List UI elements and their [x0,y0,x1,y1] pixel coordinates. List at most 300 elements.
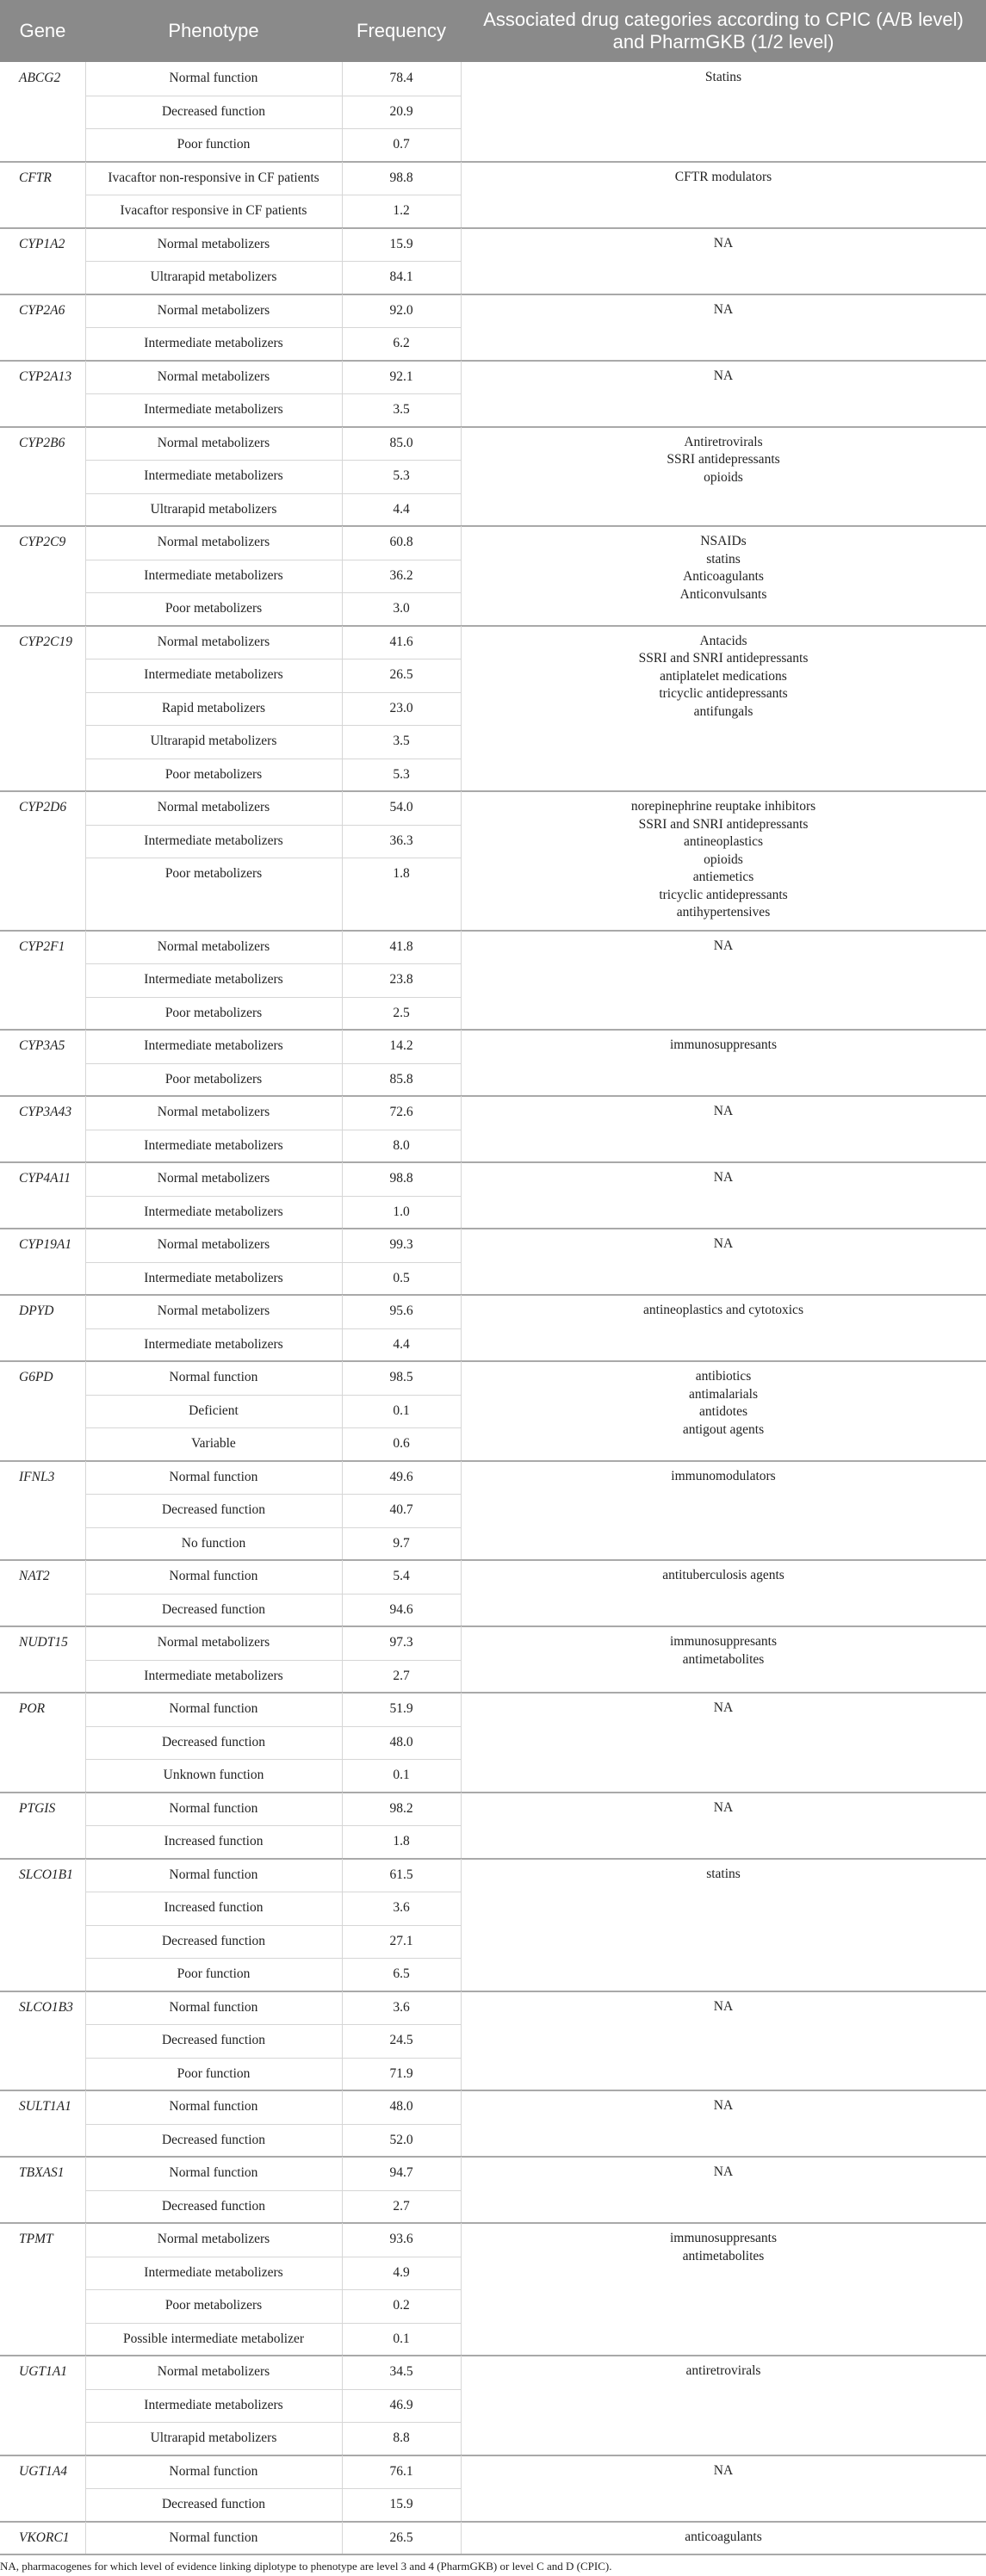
gene-name: VKORC1 [19,2530,70,2545]
frequency-cell: 94.6 [389,1601,413,1617]
phenotype-cell: Poor metabolizers [164,601,263,616]
gene-name: UGT1A4 [19,2463,67,2479]
column-divider [342,526,343,626]
column-divider [342,1793,343,1859]
column-divider [85,1295,86,1361]
row-divider [85,1494,461,1495]
frequency-cell: 5.3 [393,766,410,782]
column-divider [461,1793,462,1859]
frequency-cell: 97.3 [389,1635,413,1650]
frequency-cell: 26.5 [389,2530,413,2545]
column-divider [342,2455,343,2522]
row-divider [85,2323,461,2324]
column-divider [85,626,86,792]
column-divider [85,791,86,931]
column-divider [461,2090,462,2157]
group-divider [0,2554,986,2555]
gene-name: NUDT15 [19,1635,68,1650]
column-divider [461,2157,462,2223]
column-divider [461,361,462,427]
phenotype-cell: Normal metabolizers [157,435,270,450]
row-divider [85,393,461,394]
phenotype-cell: Increased function [164,1900,264,1916]
drug-category: antineoplastics [683,834,764,849]
column-divider [342,361,343,427]
row-divider [85,2190,461,2191]
row-divider [85,2024,461,2025]
frequency-cell: 6.2 [393,336,410,351]
gene-name: G6PD [19,1370,53,1384]
phenotype-cell: Intermediate metabolizers [144,402,283,418]
frequency-cell: 2.7 [393,2198,410,2214]
column-divider [342,1096,343,1162]
phenotype-cell: Increased function [164,1834,264,1849]
frequency-cell: 0.6 [393,1436,410,1452]
header-drug-categories: Associated drug categories according to CPIC (A/B level) and PharmGKB (1/2 level) [483,9,964,53]
frequency-cell: 0.1 [393,2331,410,2346]
row-divider [85,1395,461,1396]
column-divider [461,294,462,361]
phenotype-cell: Decreased function [161,1502,266,1518]
frequency-cell: 92.0 [389,302,413,318]
frequency-cell: 20.9 [389,103,413,119]
phenotype-cell: Poor metabolizers [164,866,263,882]
phenotype-cell: Intermediate metabolizers [144,1270,283,1285]
phenotype-cell: Normal function [169,2099,258,2115]
gene-name: SLCO1B1 [19,1867,73,1882]
column-divider [461,1560,462,1626]
frequency-cell: 1.2 [393,203,410,219]
column-divider [342,228,343,294]
phenotype-cell: Normal metabolizers [157,2364,270,2380]
frequency-cell: 94.7 [389,2165,413,2181]
column-divider [342,427,343,527]
phenotype-cell: Decreased function [161,103,266,119]
phenotype-cell: Intermediate metabolizers [144,1137,283,1153]
frequency-cell: 40.7 [389,1502,413,1518]
header-phenotype: Phenotype [168,20,259,41]
phenotype-cell: Intermediate metabolizers [144,1668,283,1683]
frequency-cell: 60.8 [389,535,413,550]
column-divider [342,791,343,931]
column-divider [85,2356,86,2455]
frequency-cell: 27.1 [389,1933,413,1948]
frequency-cell: 48.0 [389,1734,413,1749]
frequency-cell: 2.5 [393,1005,410,1020]
phenotype-cell: Decreased function [161,1933,266,1948]
column-divider [85,294,86,361]
column-divider [85,427,86,527]
drug-category: Anticoagulants [683,569,764,584]
table-header [0,0,986,62]
frequency-cell: 98.8 [389,1171,413,1186]
drug-category: NA [713,368,734,383]
row-divider [85,963,461,964]
column-divider [342,1295,343,1361]
phenotype-cell: Decreased function [161,2497,266,2512]
drug-category: immunosuppresants [670,2231,777,2245]
drug-category: NA [713,938,734,953]
column-divider [342,1560,343,1626]
frequency-cell: 5.3 [393,468,410,484]
column-divider [461,1096,462,1162]
column-divider [461,2455,462,2522]
column-divider [461,1991,462,2091]
column-divider [461,1162,462,1229]
gene-name: NAT2 [19,1569,50,1583]
phenotype-cell: Normal metabolizers [157,1635,270,1650]
column-divider [461,2356,462,2455]
column-divider [461,2223,462,2356]
phenotype-cell: Normal function [169,1370,258,1385]
drug-category: anticoagulants [685,2529,762,2544]
drug-category: antifungals [693,703,753,719]
column-divider [85,361,86,427]
gene-name: PTGIS [19,1800,56,1816]
drug-category: antibiotics [695,1369,752,1384]
frequency-cell: 1.8 [393,1834,410,1849]
column-divider [85,1229,86,1295]
phenotype-cell: Poor function [177,137,251,152]
phenotype-cell: Ultrarapid metabolizers [150,2430,277,2446]
phenotype-cell: Poor metabolizers [164,1071,263,1087]
phenotype-cell: Decreased function [161,2132,266,2147]
frequency-cell: 4.4 [393,501,410,517]
phenotype-cell: Normal metabolizers [157,1171,270,1186]
column-divider [85,526,86,626]
column-divider [342,2223,343,2356]
frequency-cell: 49.6 [389,1469,413,1484]
column-divider [342,2522,343,2555]
column-divider [342,2157,343,2223]
drug-category: antimetabolites [682,1651,765,1667]
phenotype-cell: Normal function [169,1701,258,1717]
gene-name: UGT1A1 [19,2364,67,2379]
gene-name: SULT1A1 [19,2099,71,2114]
phenotype-cell: Unknown function [163,1768,264,1783]
drug-category: antiemetics [692,870,754,884]
column-divider [342,626,343,792]
gene-name: CYP2B6 [19,435,65,450]
frequency-cell: 1.8 [393,866,410,882]
column-divider [342,162,343,228]
phenotype-cell: No function [181,1535,246,1551]
column-divider [85,2455,86,2522]
column-divider [461,791,462,931]
drug-category: antineoplastics and cytotoxics [643,1303,803,1317]
frequency-cell: 8.0 [393,1137,410,1153]
frequency-cell: 98.2 [389,1800,413,1816]
column-divider [85,1991,86,2091]
gene-name: CYP1A2 [19,236,65,251]
gene-name: POR [19,1701,46,1716]
frequency-cell: 15.9 [389,236,413,251]
column-divider [342,1461,343,1561]
frequency-cell: 52.0 [389,2132,413,2147]
row-divider [85,1063,461,1064]
drug-category: antidotes [699,1404,747,1419]
gene-name: CYP2C19 [19,634,73,649]
drug-category: Statins [704,70,742,84]
row-divider [85,1958,461,1959]
column-divider [461,427,462,527]
column-divider [342,2090,343,2157]
phenotype-cell: Normal function [169,71,258,86]
phenotype-cell: Normal metabolizers [157,535,270,550]
gene-name: DPYD [19,1303,54,1318]
column-divider [85,2223,86,2356]
phenotype-cell: Intermediate metabolizers [144,336,283,351]
column-divider [85,1461,86,1561]
frequency-cell: 93.6 [389,2232,413,2247]
phenotype-cell: Normal function [169,2530,258,2545]
phenotype-cell: Intermediate metabolizers [144,1336,283,1352]
phenotype-cell: Intermediate metabolizers [144,2264,283,2280]
column-divider [85,228,86,294]
drug-category: immunomodulators [671,1468,776,1483]
gene-name: SLCO1B3 [19,1999,73,2015]
phenotype-cell: Normal metabolizers [157,236,270,251]
row-divider [85,261,461,262]
row-divider [85,1660,461,1661]
frequency-cell: 4.4 [393,1336,410,1352]
column-divider [461,228,462,294]
frequency-cell: 23.8 [389,972,413,988]
frequency-cell: 0.1 [393,1768,410,1783]
phenotype-cell: Normal function [169,1569,258,1584]
column-divider [85,1859,86,1991]
drug-category: antituberculosis agents [662,1568,784,1582]
phenotype-cell: Intermediate metabolizers [144,1038,283,1054]
row-divider [85,1527,461,1528]
gene-name: CYP4A11 [19,1171,71,1186]
column-divider [85,2522,86,2555]
gene-name: IFNL3 [19,1469,55,1484]
row-divider [85,692,461,693]
phenotype-cell: Normal metabolizers [157,800,270,815]
phenotype-cell: Normal metabolizers [157,1237,270,1253]
frequency-cell: 71.9 [389,2065,413,2081]
column-divider [461,62,462,162]
column-divider [342,1991,343,2091]
phenotype-cell: Normal function [169,2165,258,2181]
row-divider [85,2289,461,2290]
gene-name: CYP2D6 [19,800,67,814]
drug-category: antiplatelet medications [660,668,787,684]
row-divider [85,493,461,494]
frequency-cell: 61.5 [389,1867,413,1882]
phenotype-cell: Normal function [169,1800,258,1816]
frequency-cell: 3.6 [393,1900,410,1916]
frequency-cell: 41.6 [389,634,413,649]
gene-name: TPMT [19,2232,53,2246]
row-divider [85,592,461,593]
header-frequency: Frequency [357,20,446,41]
column-divider [461,526,462,626]
frequency-cell: 0.7 [393,137,410,152]
row-divider [85,825,461,826]
row-divider [85,1196,461,1197]
column-divider [342,62,343,162]
frequency-cell: 23.0 [389,700,413,715]
row-divider [85,327,461,328]
row-divider [85,2058,461,2059]
frequency-cell: 5.4 [393,1569,410,1584]
row-divider [85,1925,461,1926]
drug-category: SSRI and SNRI antidepressants [638,816,809,832]
column-divider [85,2157,86,2223]
drug-category: CFTR modulators [674,169,772,184]
frequency-cell: 46.9 [389,2397,413,2412]
column-divider [85,1560,86,1626]
row-divider [85,460,461,461]
phenotype-cell: Intermediate metabolizers [144,972,283,988]
column-divider [342,1859,343,1991]
drug-category: Antacids [699,633,747,648]
phenotype-cell: Poor function [177,2065,251,2081]
phenotype-cell: Normal metabolizers [157,368,270,384]
drug-category: immunosuppresants [670,1037,777,1052]
drug-category: statins [706,551,741,567]
column-divider [85,1793,86,1859]
row-divider [85,2488,461,2489]
row-divider [85,1427,461,1428]
drug-category: antiretrovirals [685,2363,761,2378]
row-divider [85,997,461,998]
phenotype-cell: Normal metabolizers [157,634,270,649]
frequency-cell: 26.5 [389,667,413,683]
frequency-cell: 72.6 [389,1105,413,1120]
phenotype-cell: Intermediate metabolizers [144,1204,283,1219]
phenotype-cell: Normal function [169,1867,258,1882]
column-divider [342,1361,343,1461]
row-divider [85,1759,461,1760]
drug-category: SSRI antidepressants [667,452,780,467]
row-divider [85,2422,461,2423]
drug-category: NA [713,2164,734,2179]
frequency-cell: 41.8 [389,938,413,954]
phenotype-cell: Possible intermediate metabolizer [122,2331,305,2346]
column-divider [461,162,462,228]
drug-category: NA [713,1170,734,1185]
drug-category: NA [713,1700,734,1715]
phenotype-cell: Poor function [177,1966,251,1982]
row-divider [85,1825,461,1826]
frequency-cell: 36.3 [389,833,413,848]
row-divider [85,1328,461,1329]
column-divider [342,1162,343,1229]
frequency-cell: 3.5 [393,734,410,749]
column-divider [342,1693,343,1793]
gene-name: CYP3A5 [19,1038,65,1053]
row-divider [85,1262,461,1263]
phenotype-cell: Normal function [169,2463,258,2479]
drug-category: NA [713,1236,734,1251]
column-divider [461,1229,462,1295]
phenotype-cell: Intermediate metabolizers [144,667,283,683]
gene-name: TBXAS1 [19,2165,65,2180]
frequency-cell: 1.0 [393,1204,410,1219]
phenotype-cell: Decreased function [161,2198,266,2214]
drug-category: Antiretrovirals [684,434,763,449]
frequency-cell: 8.8 [393,2430,410,2446]
column-divider [85,931,86,1031]
phenotype-cell: Intermediate metabolizers [144,567,283,583]
phenotype-cell: Decreased function [161,1734,266,1749]
phenotype-cell: Ultrarapid metabolizers [150,269,277,285]
frequency-cell: 36.2 [389,567,413,583]
frequency-cell: 6.5 [393,1966,410,1982]
column-divider [85,1361,86,1461]
frequency-cell: 98.8 [389,170,413,185]
drug-category: NA [713,1998,734,2014]
frequency-cell: 0.1 [393,1403,410,1418]
drug-category: antigout agents [682,1421,765,1437]
column-divider [461,1693,462,1793]
row-divider [85,1726,461,1727]
column-divider [342,294,343,361]
frequency-cell: 24.5 [389,2033,413,2048]
phenotype-cell: Normal metabolizers [157,1105,270,1120]
column-divider [85,62,86,162]
drug-category: NA [713,2098,734,2113]
row-divider [85,2124,461,2125]
frequency-cell: 51.9 [389,1701,413,1717]
frequency-cell: 0.5 [393,1270,410,1285]
phenotype-cell: Ivacaftor non-responsive in CF patients [108,170,319,185]
frequency-cell: 95.6 [389,1303,413,1319]
column-divider [342,1229,343,1295]
frequency-cell: 34.5 [389,2364,413,2380]
column-divider [461,1030,462,1096]
drug-category: NA [713,235,734,251]
frequency-cell: 92.1 [389,368,413,384]
drug-category: NA [713,2462,734,2478]
column-divider [85,1096,86,1162]
frequency-cell: 3.5 [393,402,410,418]
phenotype-cell: Intermediate metabolizers [144,2397,283,2412]
drug-category: tricyclic antidepressants [659,686,788,701]
frequency-cell: 14.2 [389,1038,413,1054]
gene-name: CYP3A43 [19,1105,72,1119]
phenotype-cell: Decreased function [161,1601,266,1617]
gene-name: CFTR [19,170,52,185]
frequency-cell: 85.8 [389,1071,413,1087]
frequency-cell: 85.0 [389,435,413,450]
row-divider [85,2389,461,2390]
phenotype-cell: Decreased function [161,2033,266,2048]
column-divider [85,162,86,228]
phenotype-cell: Normal metabolizers [157,1303,270,1319]
drug-category: NA [713,301,734,317]
phenotype-cell: Intermediate metabolizers [144,468,283,484]
drug-category: NA [713,1104,734,1118]
column-divider [85,2090,86,2157]
column-divider [85,1693,86,1793]
frequency-cell: 0.2 [393,2298,410,2313]
phenotype-cell: Deficient [189,1403,239,1418]
column-divider [461,1461,462,1561]
column-divider [461,931,462,1031]
column-divider [85,1030,86,1096]
header-gene: Gene [19,20,66,41]
frequency-cell: 54.0 [389,800,413,815]
phenotype-cell: Normal function [169,1469,258,1484]
phenotype-cell: Rapid metabolizers [161,700,266,715]
gene-name: CYP2A6 [19,302,65,318]
drug-category: antihypertensives [676,905,771,920]
frequency-cell: 78.4 [389,71,413,86]
